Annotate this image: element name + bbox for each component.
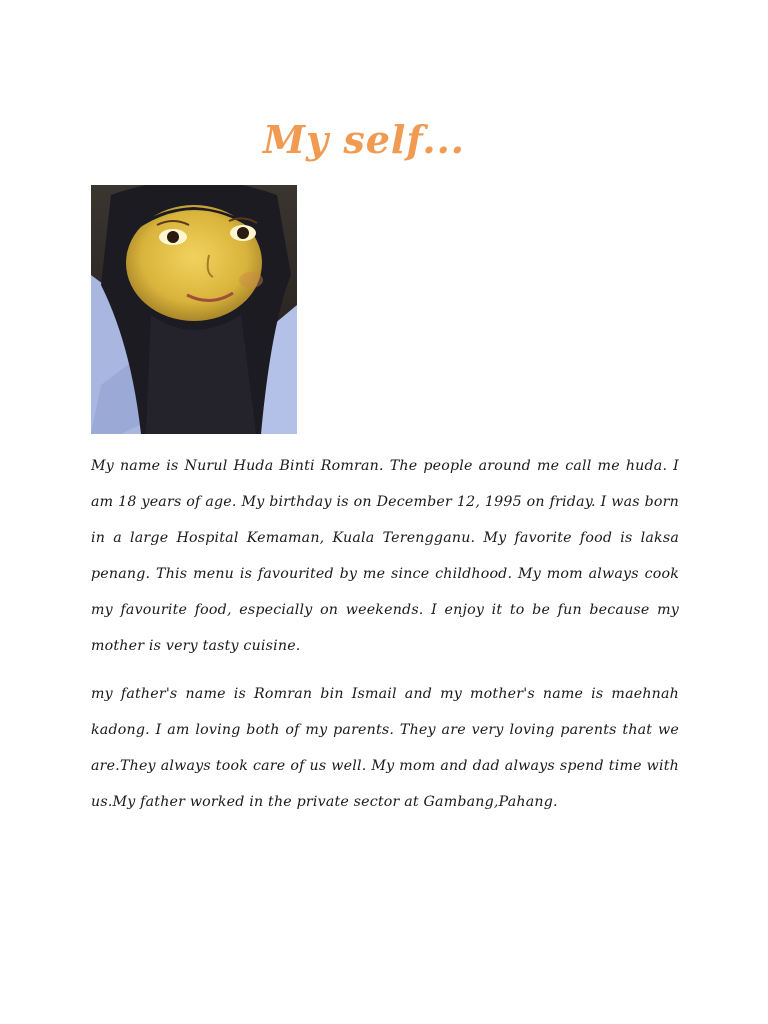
paragraph-about-me: My name is Nurul Huda Binti Romran. The people around me call me huda. I am 18 years of age. My birthday is on December 12, 1995 on friday. I was born in a large Hospital Kemaman, Kuala Terengganu. My favorite food is laksa penang. This menu is favourited by me since childhood. My mom always cook my favourite food, especially on weekends. I enjoy it to be fun because my mother is very tasty cuisine.	[91, 458, 679, 654]
portrait-photo	[91, 185, 297, 434]
page-title: My self...	[262, 117, 466, 163]
paragraph-parents: my father's name is Romran bin Ismail and my mother's name is maehnah kadong. I am loving both of my parents. They are very loving parents that we are.They always took care of us well. My mom and dad always spend time with us.My father worked in the private sector at Gambang,Pahang.	[91, 686, 679, 810]
portrait-photo-icon	[91, 185, 297, 434]
body-text	[91, 448, 679, 832]
